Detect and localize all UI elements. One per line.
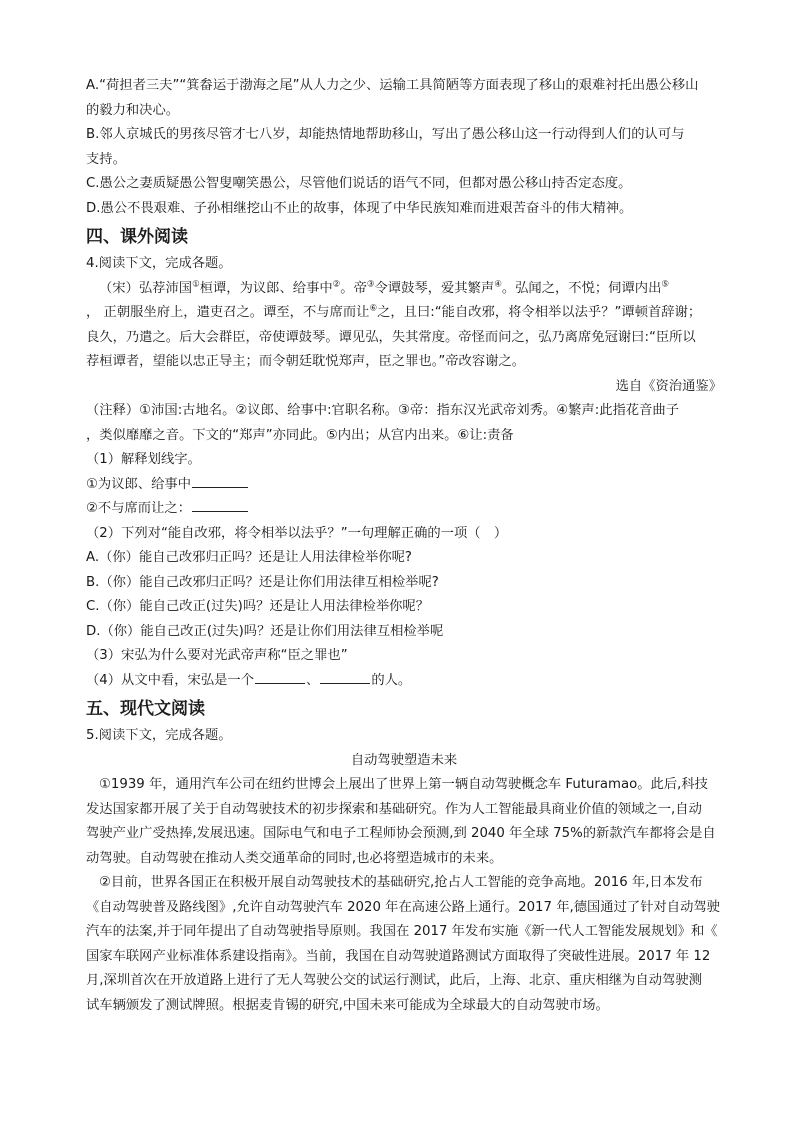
answer-blank[interactable]: [192, 497, 248, 512]
passage-text: 桓谭，为议郎、给事中: [199, 280, 333, 296]
notes-line-2: ，类似靡靡之音。下文的“郑声”亦同此。⑤内出；从宫内出来。⑥让:责备: [86, 427, 514, 443]
article-line: 发达国家都开展了关于自动驾驶技术的初步探索和基础研究。作为人工智能最具商业价值的领域之一,自动: [86, 801, 702, 817]
question-4-prompt: 4.阅读下文，完成各题。: [86, 256, 232, 271]
answer-blank[interactable]: [255, 669, 305, 684]
article-line: 动驾驶。自动驾驶在推动人类交通革命的同时,也必将塑造城市的未来。: [86, 850, 503, 866]
passage-text: 令谭鼓琴，爱其繁声: [374, 280, 495, 296]
passage-line-4: 荐桓谭者，望能以忠正导主；而令朝廷耽悦郑声，臣之罪也。”帝改容谢之。: [86, 354, 526, 369]
footnote-marker: ⑥: [369, 303, 378, 314]
option-b-line1: B.邻人京城氏的男孩尽管才七八岁，却能热情地帮助移山，写出了愚公移山这一行动得到人们的认可与: [86, 127, 685, 142]
classical-passage: [86, 277, 722, 375]
option-d: D.愚公不畏艰难、子孙相继挖山不止的故事，体现了中华民族知难而进艰苦奋斗的伟大精神。: [86, 200, 633, 216]
passage-text: 。弘闻之，不悦；伺谭内出: [501, 280, 662, 296]
sub-question-3: （3）宋弘为什么要对光武帝声称“臣之罪也”: [86, 648, 348, 663]
article-line: 国家车联网产业标准体系建设指南》。当前，我国在自动驾驶道路测试方面取得了突破性进展。2017 年 12: [86, 948, 711, 964]
sub-question-2-option-a: A.（你）能自己改邪归正吗？还是让人用法律检举你呢?: [86, 550, 412, 565]
separator: 、: [306, 672, 320, 688]
sub-question-4-text-end: 的人。: [371, 672, 412, 688]
article-line: ②目前，世界各国正在积极开展自动驾驶技术的基础研究,抢占人工智能的竞争高地。2016 年,日本发布: [99, 875, 703, 890]
passage-text: ， 正朝服坐府上，遣吏召之。谭至，不与席而让: [86, 305, 370, 320]
passage-text: 之，且曰:“能自改邪，将令相举以法乎？”谭顿首辞谢；: [377, 305, 702, 320]
article-line: 驾驶产业广受热捧,发展迅速。国际电气和电子工程师协会预测,到 2040 年全球 75%的新款汽车都将会是自: [86, 826, 716, 841]
answer-blank[interactable]: [192, 473, 248, 488]
answer-options-top: [86, 74, 722, 221]
passage-text: 。帝: [340, 280, 367, 296]
passage-line-2: [86, 301, 722, 326]
article-line: 汽车的法案,并于同年提出了自动驾驶指导原则。我国在 2017 年发布实施《新一代人工智能发展规划》和《: [86, 924, 718, 939]
sub-question-4-text: （4）从文中看，宋弘是一个: [86, 672, 255, 688]
footnote-marker: ③: [366, 279, 375, 290]
footnote-marker: ①: [192, 279, 200, 290]
passage-line-3: 良久，乃遣之。后大会群臣，帝使谭鼓琴。谭见弘，失其常度。帝怪而问之，弘乃离席免冠谢曰:“臣所以: [86, 329, 696, 345]
article-line: 《自动驾驶普及路线图》,允许自动驾驶汽车 2020 年在高速公路上通行。2017 年,德国通过了针对自动驾驶: [86, 899, 720, 915]
sub-question-4: [86, 669, 722, 694]
sub-question-1a: [86, 473, 722, 498]
article-paragraph-1: [86, 773, 722, 871]
sub-question-2: （2）下列对“能自改邪，将令相举以法乎？”一句理解正确的一项（ ）: [86, 525, 508, 541]
sub-question-1b: [86, 497, 722, 522]
section-5-title: 五、现代文阅读: [86, 699, 205, 719]
answer-blank[interactable]: [320, 669, 370, 684]
sub-question-2-option-b: B.（你）能自己改邪归正吗？还是让你们用法律互相检举呢?: [86, 574, 439, 590]
option-a-line1: A.“荷担者三夫”“箕畚运于渤海之尾”从人力之少、运输工具简陋等方面表现了移山的艰难衬托出愚公移山: [86, 78, 699, 93]
notes-line-1: （注释）①沛国:古地名。②议郎、给事中:官职名称。③帝：指东汉光武帝刘秀。④繁声:此指花音曲子: [86, 403, 679, 418]
sub-question-2-option-d: D.（你）能自己改正(过失)吗？还是让你们用法律互相检举呢: [86, 623, 444, 639]
sub-question-2-option-c: C.（你）能自己改正(过失)吗？还是让人用法律检举你呢？: [86, 599, 430, 614]
article-title: 自动驾驶塑造未来: [350, 752, 458, 768]
document-page: [86, 74, 722, 1018]
sub-question-1: （1）解释划线字。: [86, 452, 201, 467]
passage-source: 选自《资治通鉴》: [615, 378, 722, 394]
option-a-line2: 的毅力和决心。: [86, 102, 180, 118]
footnote-marker: ④: [494, 279, 502, 290]
article-paragraph-2: [86, 871, 722, 1018]
passage-text: （宋）弘荐沛国: [99, 280, 193, 296]
passage-line-1: [86, 277, 722, 302]
article-line: 月,深圳首次在开放道路上进行了无人驾驶公交的试运行测试，此后，上海、北京、重庆相继为自动驾驶测: [86, 973, 702, 988]
option-c: C.愚公之妻质疑愚公智叟嘲笑愚公，尽管他们说话的语气不同，但都对愚公移山持否定态度。: [86, 176, 632, 191]
section-4-title: 四、课外阅读: [86, 227, 188, 247]
footnote-marker: ②: [332, 279, 341, 290]
sub-question-1b-text: ②不与席而让之：: [86, 501, 191, 516]
option-b-line2: 支持。: [86, 151, 126, 167]
footnote-marker: ⑤: [661, 279, 669, 290]
article-line: 试车辆颁发了测试牌照。根据麦肯锡的研究,中国未来可能成为全球最大的自动驾驶市场。: [86, 997, 609, 1013]
question-5-prompt: 5.阅读下文，完成各题。: [86, 728, 232, 743]
article-line: ①1939 年，通用汽车公司在纽约世博会上展出了世界上第一辆自动驾驶概念车 Futuramao。此后,科技: [99, 777, 708, 792]
sub-question-1a-text: ①为议郎、给事中: [86, 476, 191, 492]
